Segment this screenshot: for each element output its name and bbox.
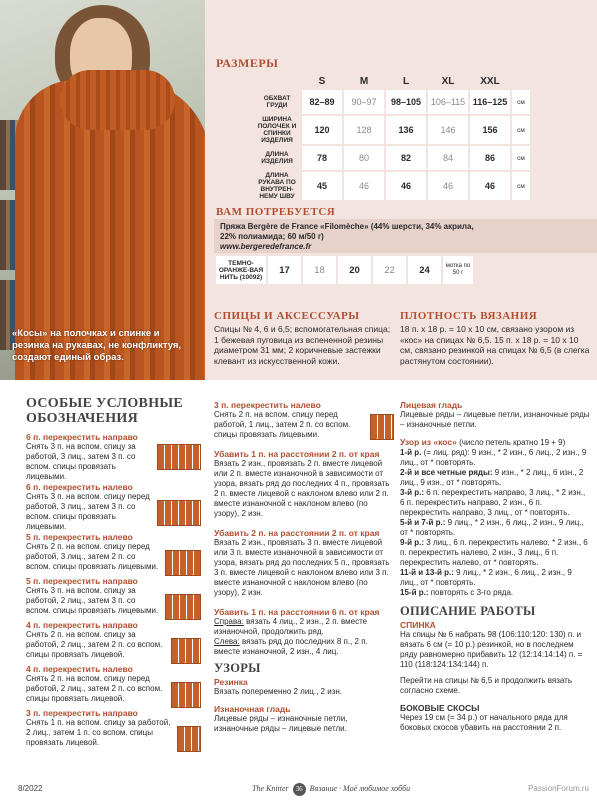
row-label: 9-й р.: [400, 538, 425, 547]
cable-chart-icon [165, 594, 201, 620]
symbol-item [214, 400, 394, 440]
symbol-text: Снять 1 п. на вспом. спицу за работой, 2 лиц., затем 1 п. со вспом. спицы провязать лицевой. [26, 718, 171, 747]
symbol-item [26, 432, 201, 482]
row-text: 3 лиц., 6 п. перекрестить налево, * 2 изн., 6 п. перекрестить налево, 2 изн., 3 лиц., 6 п. перекрестить налево, от * повторять. [400, 538, 588, 567]
right-label: Справа: [214, 617, 244, 626]
issue-number: 8/2022 [18, 784, 43, 793]
size-cell: 120 [302, 116, 342, 144]
size-header: L [402, 75, 410, 87]
page-footer [0, 778, 597, 800]
patterns-title: УЗОРЫ [214, 661, 261, 675]
amount-unit: мотка по 50 г [443, 256, 473, 284]
size-cell: 136 [386, 116, 426, 144]
symbols-column [26, 396, 201, 752]
size-header: XXL [480, 75, 500, 87]
unit-cell: см [512, 172, 530, 200]
yarn-color-label: ТЕМНО-ОРАНЖЕ-ВАЯ НИТЬ (10092) [216, 256, 266, 284]
symbol-item [26, 664, 201, 708]
size-cell: 84 [428, 146, 468, 170]
row-label: ШИРИНА ПОЛОЧЕК И СПИНКИ ИЗДЕЛИЯ [257, 116, 297, 144]
cable-chart-icon [177, 726, 201, 752]
yarn-box [214, 219, 597, 253]
model-photo [0, 0, 205, 380]
size-cell: 146 [428, 116, 468, 144]
decrease-right [214, 617, 394, 637]
photo-caption: «Косы» на полочках и спинке и резинка на рукавах, не конфликтуя, создают единый образ. [12, 328, 182, 363]
symbol-name: 3 п. перекрестить направо [26, 708, 138, 718]
row-label: ОБХВАТ ГРУДИ [263, 95, 291, 109]
decrease-title: Убавить 1 п. на расстоянии 2 п. от края [214, 449, 380, 459]
size-header: XL [441, 75, 455, 87]
row-label: 11-й и 13-й р.: [400, 568, 454, 577]
back-text-continued: Перейти на спицы № 6,5 и продолжить вязать согласно схеме. [400, 676, 573, 695]
symbol-item [26, 532, 201, 576]
size-cell: 90–97 [344, 90, 384, 114]
symbol-item [26, 482, 201, 532]
row-text: 9 лиц., * 2 изн., 6 лиц., 2 изн., 9 лиц., от * повторять. [400, 518, 584, 537]
unit-cell: см [512, 90, 530, 114]
cable-chart-icon [165, 550, 201, 576]
needles-title: СПИЦЫ И АКСЕССУАРЫ [214, 310, 360, 322]
size-cell: 116–125 [470, 90, 510, 114]
size-cell: 46 [344, 172, 384, 200]
yarn-amount-table [214, 254, 475, 286]
pattern-row [400, 538, 590, 568]
size-row [254, 116, 530, 144]
size-cell: 46 [386, 172, 426, 200]
gauge-text: 18 п. x 18 р. = 10 x 10 см, связано узором из «кос» на спицах № 6,5. 15 п. x 18 р. = 10 x 10 см, связано резинкой на спицах № 6,5 (в слегка растянутом состоянии). [400, 324, 590, 366]
left-label: Слева: [214, 637, 240, 646]
size-cell: 156 [470, 116, 510, 144]
pattern-row [400, 568, 590, 588]
cable-chart-icon [370, 414, 394, 440]
unit-cell: см [512, 146, 530, 170]
size-cell: 86 [470, 146, 510, 170]
row-text: (= лиц. ряд): 9 изн., * 2 изн., 6 лиц., 2 изн., 9 лиц., от * повторять. [400, 448, 587, 467]
pattern-row [400, 488, 590, 518]
pattern-name: Узор из «кос» [400, 437, 457, 447]
back-text: На спицы № 6 набрать 98 (106:110:120: 130) п. и вязать 6 см (= 10 р.) резинкой, но в последнем ряду равномерно прибавить 12 (12:14:14:14) п. = 110 (118:124:134:144) п. [400, 630, 583, 669]
pattern-name: Изнаночная гладь [214, 704, 291, 714]
row-label: 15-й р.: [400, 588, 429, 597]
materials-title: ВАМ ПОТРЕБУЕТСЯ [216, 206, 336, 218]
symbol-name: 3 п. перекрестить налево [214, 400, 321, 410]
decrease-left [214, 637, 394, 657]
sides-title: БОКОВЫЕ СКОСЫ [400, 703, 480, 713]
yarn-amount-row [216, 256, 473, 284]
size-header: M [359, 75, 369, 87]
right-text: вязать 4 лиц., 2 изн., 2 п. вместе изнаночной, продолжить ряд. [214, 617, 368, 636]
pattern-text: Вязать попеременно 2 лиц., 2 изн. [214, 687, 342, 696]
symbol-text: Снять 3 п. на вспом. спицу перед работой, 3 лиц., затем 3 п. со вспом. спицы провязать лицевыми. [26, 492, 150, 531]
symbols-title: ОСОБЫЕ УСЛОВНЫЕ ОБОЗНАЧЕНИЯ [26, 396, 184, 426]
magazine-title: The Knitter [252, 784, 289, 793]
amount-cell: 20 [338, 256, 371, 284]
page-number: 36 [293, 783, 306, 796]
magazine-tagline: Вязание · Моё любимое хобби [309, 784, 411, 793]
size-cell: 128 [344, 116, 384, 144]
watermark: PassionForum.ru [528, 784, 589, 793]
size-cell: 80 [344, 146, 384, 170]
symbol-item [26, 708, 201, 752]
pattern-text: Лицевые ряды – лицевые петли, изнаночные ряды – изнаночные петли. [400, 410, 590, 429]
symbol-text: Снять 2 п. на вспом. спицу за работой, 2 лиц., затем 2 п. со вспом. спицы провязать лицевой. [26, 630, 163, 659]
unit-cell: см [512, 116, 530, 144]
cable-chart-icon [171, 638, 201, 664]
symbol-text: Снять 3 п. на вспом. спицу за работой, 3 лиц., затем 3 п. со вспом. спицы провязать лицевыми. [26, 442, 136, 481]
magazine-line [252, 783, 410, 796]
size-cell: 82 [386, 146, 426, 170]
symbol-item [26, 576, 201, 620]
decrease-title: Убавить 1 п. на расстоянии 6 п. от края [214, 607, 380, 617]
yarn-composition: 22% полиамида; 60 м/50 г) [220, 232, 324, 241]
symbol-name: 5 п. перекрестить направо [26, 576, 138, 586]
symbol-name: 6 п. перекрестить направо [26, 432, 138, 442]
row-label: ДЛИНА РУКАВА ПО ВНУТРЕН-НЕМУ ШВУ [258, 172, 296, 200]
symbol-text: Снять 2 п. на вспом. спицу перед работой, 2 лиц., затем 2 п. со вспом. спицы провязать лицевой. [26, 674, 163, 703]
size-header: S [318, 75, 326, 87]
row-label: 2-й и все четные ряды: [400, 468, 493, 477]
size-cell: 78 [302, 146, 342, 170]
middle-column [214, 400, 394, 734]
size-row [254, 90, 530, 114]
amount-cell: 24 [408, 256, 441, 284]
decrease-title: Убавить 2 п. на расстоянии 2 п. от края [214, 528, 380, 538]
row-text: 9 лиц., * 2 изн., 6 лиц., 2 изн., 9 лиц., от * повторять. [400, 568, 572, 587]
pattern-name: Резинка [214, 677, 248, 687]
pattern-text: Лицевые ряды – изнаночные петли, изнаночные ряды – лицевые петли. [214, 714, 348, 733]
row-label: 3-й р.: [400, 488, 425, 497]
pattern-row [400, 588, 590, 598]
row-text: 9 изн., * 2 лиц., 6 изн., 2 лиц., 9 изн., от * повторять. [400, 468, 584, 487]
instructions-title: ОПИСАНИЕ РАБОТЫ [400, 604, 536, 618]
decrease-text: Вязать 2 изн., провязать 2 п. вместе лицевой или 2 п. вместе изнаночной в зависимости от узора, вязать ряд до последних 4 п., провязать 2 п. вместе лицевой с наклоном влево или 2 п. вместе изнаночной с наклоном влево (по узору), 2 изн. [214, 459, 390, 518]
size-row [254, 146, 530, 170]
symbol-name: 6 п. перекрестить налево [26, 482, 133, 492]
right-column [400, 400, 590, 733]
pattern-note: (число петель кратно 19 + 9) [459, 438, 566, 447]
sizes-title: РАЗМЕРЫ [216, 56, 279, 70]
row-text: 6 п. перекрестить направо, 3 лиц., * 2 изн., 6 п. перекрестить направо, 2 изн., 6 п. перекрестить направо, 3 лиц., от * повторять. [400, 488, 586, 517]
sides-text: Через 19 см (= 34 р.) от начального ряда для боковых скосов убавить на расстоянии 2 п. [400, 713, 568, 732]
symbol-item [26, 620, 201, 664]
pattern-name: Лицевая гладь [400, 400, 463, 410]
yarn-url: www.bergeredefrance.fr [220, 242, 312, 251]
left-text: вязать ряд до последних 8 п., 2 п. вместе изнаночной, 2 изн., 4 лиц. [214, 637, 368, 656]
yarn-description: Пряжа Bergère de France «Filomèche» (44% шерсти, 34% акрила, [220, 222, 474, 231]
symbol-text: Снять 2 п. на вспом. спицу перед работой, 3 лиц., затем 2 п. со вспом. спицы провязать лицевыми. [26, 542, 159, 571]
sweater-collar [60, 70, 175, 130]
size-cell: 106–115 [428, 90, 468, 114]
amount-cell: 22 [373, 256, 406, 284]
cable-chart-icon [171, 682, 201, 708]
size-cell: 82–89 [302, 90, 342, 114]
pattern-row [400, 518, 590, 538]
row-label: ДЛИНА ИЗДЕЛИЯ [261, 151, 293, 165]
size-row [254, 172, 530, 200]
pattern-row [400, 468, 590, 488]
symbol-text: Снять 2 п. на вспом. спицу перед работой, 1 лиц., затем 2 п. со вспом. спицы провязать лицевыми. [214, 410, 351, 439]
gauge-title: ПЛОТНОСТЬ ВЯЗАНИЯ [400, 310, 538, 322]
amount-cell: 17 [268, 256, 301, 284]
sizes-table [252, 72, 532, 202]
back-title: СПИНКА [400, 620, 436, 630]
size-cell: 46 [470, 172, 510, 200]
symbol-name: 4 п. перекрестить налево [26, 664, 133, 674]
pattern-row [400, 448, 590, 468]
needles-text: Спицы № 4, 6 и 6,5; вспомогательная спица; 1 бежевая пуговица из вспененной резины диаметром 31 мм; 2 коричневые застежки клевант из искусственной кожи. [214, 324, 391, 366]
cable-pattern-heading [400, 437, 590, 448]
symbol-name: 5 п. перекрестить налево [26, 532, 133, 542]
cable-chart-icon [157, 444, 201, 470]
size-cell: 98–105 [386, 90, 426, 114]
amount-cell: 18 [303, 256, 336, 284]
symbol-text: Снять 3 п. на вспом. спицу за работой, 2 лиц., затем 3 п. со вспом. спицы провязать лицевыми. [26, 586, 159, 615]
size-cell: 46 [428, 172, 468, 200]
row-label: 5-й и 7-й р.: [400, 518, 446, 527]
symbol-name: 4 п. перекрестить направо [26, 620, 138, 630]
decrease-text: Вязать 2 изн., провязать 3 п. вместе лицевой или 3 п. вместе изнаночной в зависимости от узора, вязать ряд до последних 5 п., провязать 3 п. вместе лицевой с наклоном влево или 3 п. вместе изнаночной с наклоном влево (по узору), 2 изн. [214, 538, 390, 597]
size-cell: 45 [302, 172, 342, 200]
cable-chart-icon [157, 500, 201, 526]
row-label: 1-й р. [400, 448, 422, 457]
row-text: повторять с 3-го ряда. [430, 588, 514, 597]
